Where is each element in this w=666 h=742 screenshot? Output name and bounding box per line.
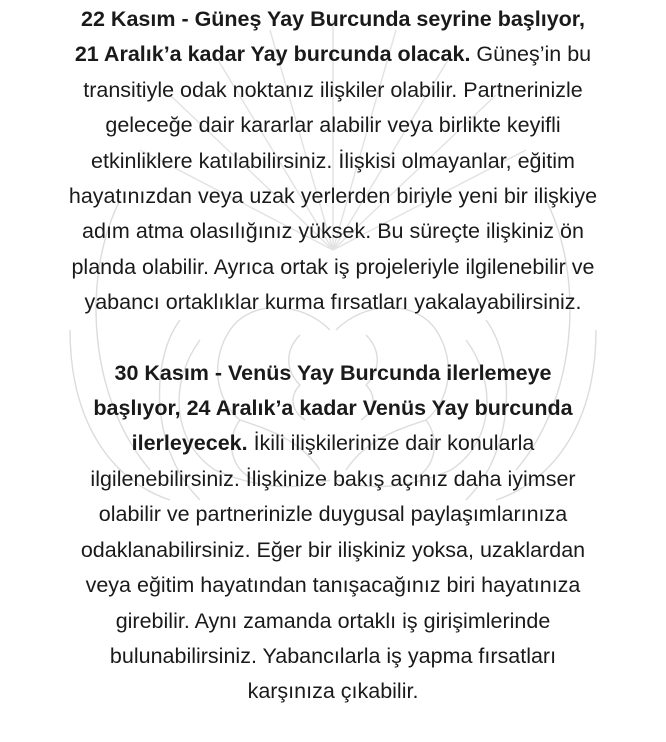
text-line: 21 Aralık’a kadar Yay burcunda olacak. Güneş’in bu (74, 42, 592, 67)
text-line: transitiyle odak noktanız ilişkiler olabilir. Partnerinizle (83, 77, 583, 102)
paragraph-venus-yay (0, 356, 666, 710)
text-line: hayatınızdan veya uzak yerlerden biriyle yeni bir ilişkiye (68, 184, 598, 209)
bold-heading: 21 Aralık’a kadar Yay burcunda olacak. (74, 42, 471, 67)
bold-heading: başlıyor, 24 Aralık’a kadar Venüs Yay burcunda (93, 396, 573, 421)
paragraph-gunes-yay (0, 2, 666, 321)
text-line: karşınıza çıkabilir. (247, 679, 419, 704)
text-line (0, 2, 666, 37)
text-line: veya eğitim hayatından tanışacağınız biri hayatınıza (85, 573, 581, 598)
bold-heading: 30 Kasım - Venüs Yay Burcunda ilerlemeye (114, 360, 552, 385)
bold-heading: 22 Kasım - Güneş Yay Burcunda seyrine başlıyor, (81, 7, 585, 31)
text-line: ilgilenebilirsiniz. İlişkinize bakış açınız daha iyimser (90, 466, 576, 491)
bold-heading: ilerleyecek. (131, 431, 248, 456)
text-line (0, 391, 666, 426)
text-line: adım atma olasılığınız yüksek. Bu süreçte ilişkiniz ön (82, 219, 584, 244)
text-line: odaklanabilirsiniz. Eğer bir ilişkiniz yoksa, uzaklardan (80, 537, 586, 562)
text-line: etkinliklere katılabilirsiniz. İlişkisi olmayanlar, eğitim (91, 148, 575, 173)
text-line: geleceğe dair kararlar alabilir veya birlikte keyifli (105, 113, 561, 138)
text-line: girebilir. Aynı zamanda ortaklı iş girişimlerinde (115, 608, 551, 633)
text-line: yabancı ortaklıklar kurma fırsatları yakalayabilirsiniz. (84, 290, 582, 315)
text-line: bulunabilirsiniz. Yabancılarla iş yapma fırsatları (109, 643, 557, 668)
text-line: olabilir ve partnerinizle duygusal paylaşımlarınıza (98, 502, 568, 527)
text-line: ilerleyecek. İkili ilişkilerinize dair konularla (131, 431, 535, 456)
text-line: planda olabilir. Ayrıca ortak iş projeleriyle ilgilenebilir ve (71, 254, 595, 279)
text-line (0, 356, 666, 391)
